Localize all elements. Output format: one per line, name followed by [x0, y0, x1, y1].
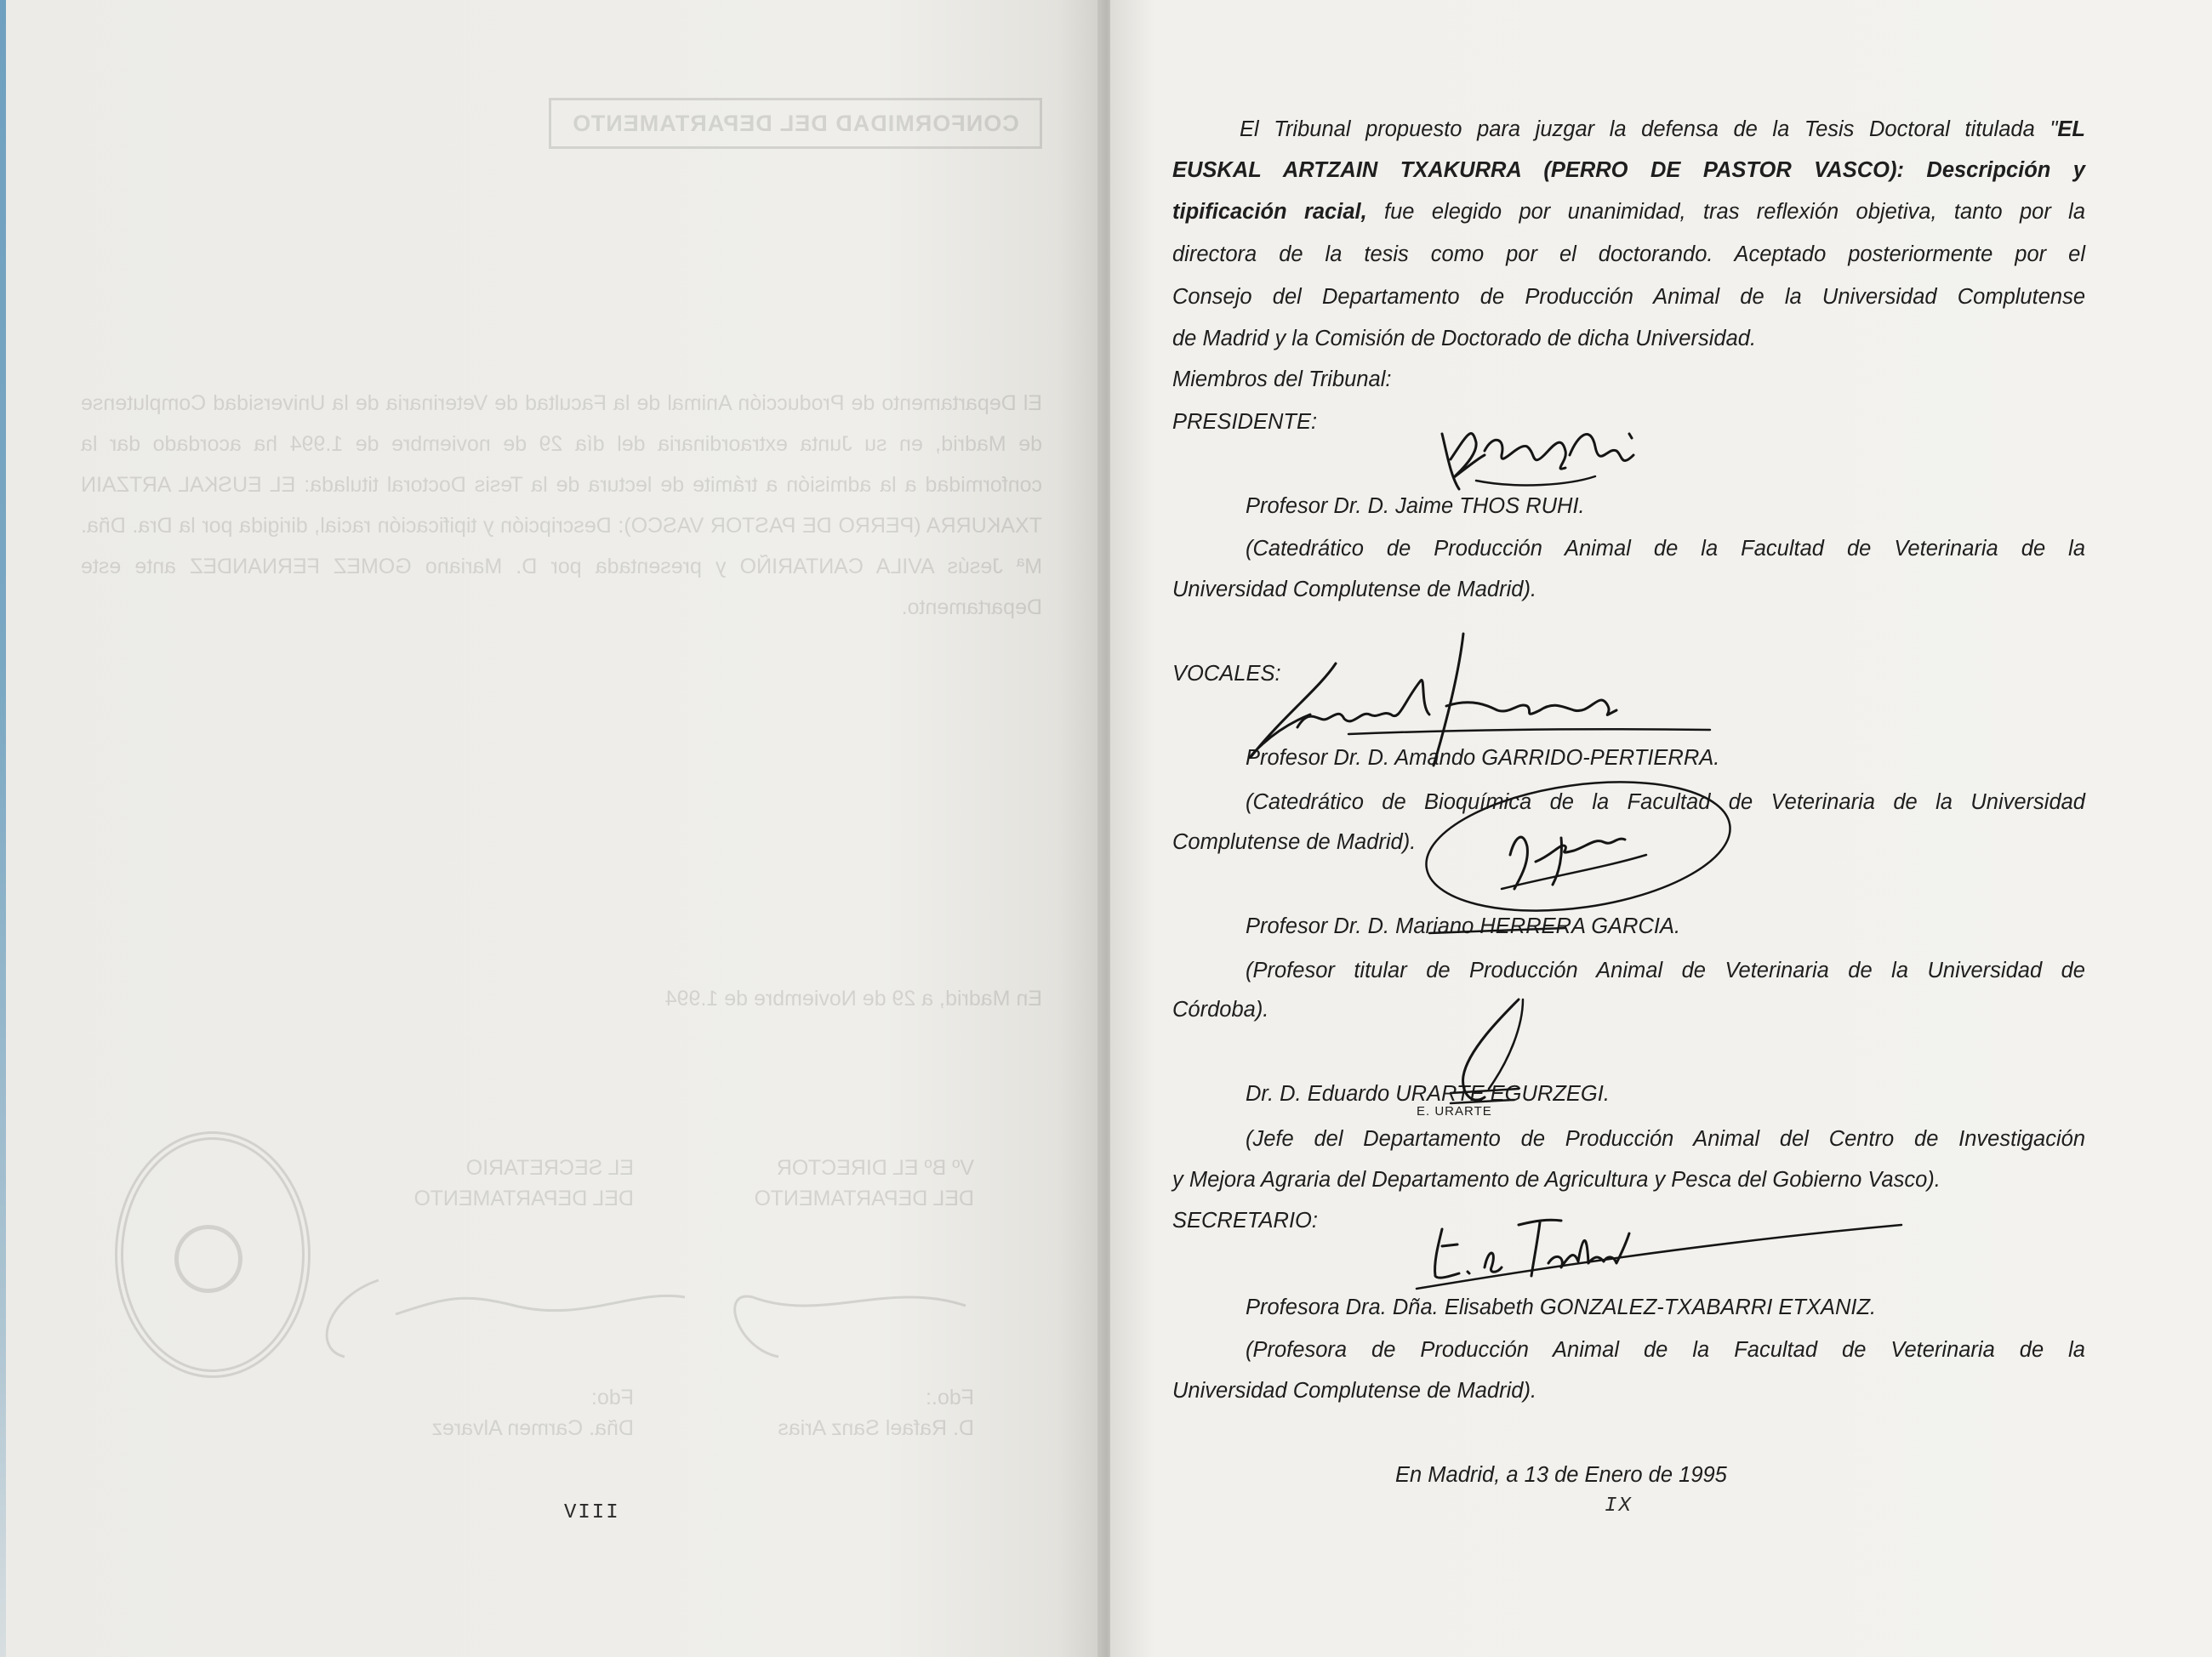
- ghost-secretary-heading: EL SECRETARIO DEL DEPARTAMENTO: [413, 1156, 634, 1210]
- ghost-director-name: Fdo.: D. Rafael Sanz Arias: [778, 1386, 974, 1440]
- president-affiliation-2: Universidad Complutense de Madrid).: [1172, 578, 1537, 601]
- intro-line-3: tipificación racial, fue elegido por unanimidad, tras reflexión objetiva, tanto por la: [1172, 200, 2086, 224]
- secretary-affiliation-1: (Profesora de Producción Animal de la Facultad de Veterinaria de la: [1246, 1338, 2085, 1362]
- secretary-affiliation-2: Universidad Complutense de Madrid).: [1172, 1379, 1537, 1403]
- members-label: Miembros del Tribunal:: [1172, 367, 1392, 391]
- secretary-signature: [1391, 1195, 2038, 1297]
- intro-line-1: El Tribunal propuesto para juzgar la defensa de la Tesis Doctoral titulada "EL: [1240, 117, 2085, 141]
- ghost-signature-scribbles: [225, 1246, 991, 1374]
- right-page: [1110, 0, 2212, 1657]
- vocal-2-signature: [1417, 761, 1740, 931]
- ghost-director-heading: Vº Bº EL DIRECTOR DEL DEPARTAMENTO: [754, 1156, 974, 1210]
- vocal-3-affiliation-1: (Jefe del Departamento de Producción Animal del Centro de Investigación: [1246, 1127, 2085, 1151]
- show-through-text: [0, 0, 1102, 1657]
- president-role: PRESIDENTE:: [1172, 410, 1318, 434]
- ghost-date: En Madrid, a 29 de Noviembre de 1.994: [664, 987, 1042, 1011]
- vocal-1-affiliation-2: Complutense de Madrid).: [1172, 830, 1417, 854]
- ghost-secretary-name: Fdo: Dña. Carmen Alvarez: [431, 1386, 634, 1440]
- vocales-role: VOCALES:: [1172, 662, 1281, 686]
- intro-line-2: EUSKAL ARTZAIN TXAKURRA (PERRO DE PASTOR VASCO): Descripción y: [1172, 158, 2085, 182]
- ghost-header-box: [549, 98, 1042, 149]
- tribunal-document: [1110, 0, 2212, 1657]
- secretary-name: Profesora Dra. Dña. Elisabeth GONZALEZ-TXABARRI ETXANIZ.: [1246, 1295, 1877, 1319]
- vocal-3-name: Dr. D. Eduardo URARTE EGURZEGI.: [1246, 1082, 1610, 1106]
- intro-line-5: Consejo del Departamento de Producción Animal de la Universidad Complutense: [1172, 285, 2085, 309]
- signing-date: En Madrid, a 13 de Enero de 1995: [1395, 1463, 1727, 1487]
- president-signature: [1425, 408, 1655, 502]
- president-name: Profesor Dr. D. Jaime THOS RUHI.: [1246, 494, 1585, 518]
- ghost-department-stamp: [115, 1131, 311, 1378]
- vocal-1-name: Profesor Dr. D. Amando GARRIDO-PERTIERRA.: [1246, 746, 1720, 770]
- left-page: [0, 0, 1102, 1657]
- ghost-header-text: CONFORMIDAD DEL DEPARTAMENTO: [572, 110, 1019, 136]
- secretary-role: SECRETARIO:: [1172, 1209, 1318, 1233]
- president-affiliation-1: (Catedrático de Producción Animal de la Facultad de Veterinaria de la: [1246, 537, 2085, 561]
- vocal-1-affiliation-1: (Catedrático de Bioquímica de la Facultad de Veterinaria de la Universidad: [1246, 790, 2085, 814]
- page-number-right: IX: [1605, 1495, 1633, 1517]
- vocal-3-affiliation-2: y Mejora Agraria del Departamento de Agricultura y Pesca del Gobierno Vasco).: [1172, 1168, 1941, 1192]
- ghost-paragraph: El Departamento de Producción Animal de la Facultad de Veterinaria de la Universidad Complutense de Madrid, en su Junta extraordinaria del día 29 de noviembre de 1.994 ha acordado dar la conformidad a la admisión a trámite de lectura de la Tesis Doctoral titulada: EL EUSKAL ARTZAIN TXAKURRA (PERRO DE PASTOR VASCO): Descripción y tipificación racial, dirigida por la Dra. Dña. Mª Jesús AVILA CANTARIÑO y presentada por D. Mariano GOMEZ FERNANDEZ ante este Departamento.: [81, 391, 1042, 619]
- intro-line-6: de Madrid y la Comisión de Doctorado de dicha Universidad.: [1172, 327, 1757, 350]
- page-number-left: VIII: [564, 1501, 620, 1524]
- vocal-3-handwritten-name: E. URARTE: [1417, 1104, 1492, 1119]
- vocal-2-affiliation-2: Córdoba).: [1172, 998, 1269, 1022]
- intro-line-4: directora de la tesis como por el doctorando. Aceptado posteriormente por el: [1172, 242, 2085, 266]
- vocal-2-affiliation-1: (Profesor titular de Producción Animal de Veterinaria de la Universidad de: [1246, 959, 2085, 982]
- vocal-2-name: Profesor Dr. D. Mariano HERRERA GARCIA.: [1246, 914, 1681, 938]
